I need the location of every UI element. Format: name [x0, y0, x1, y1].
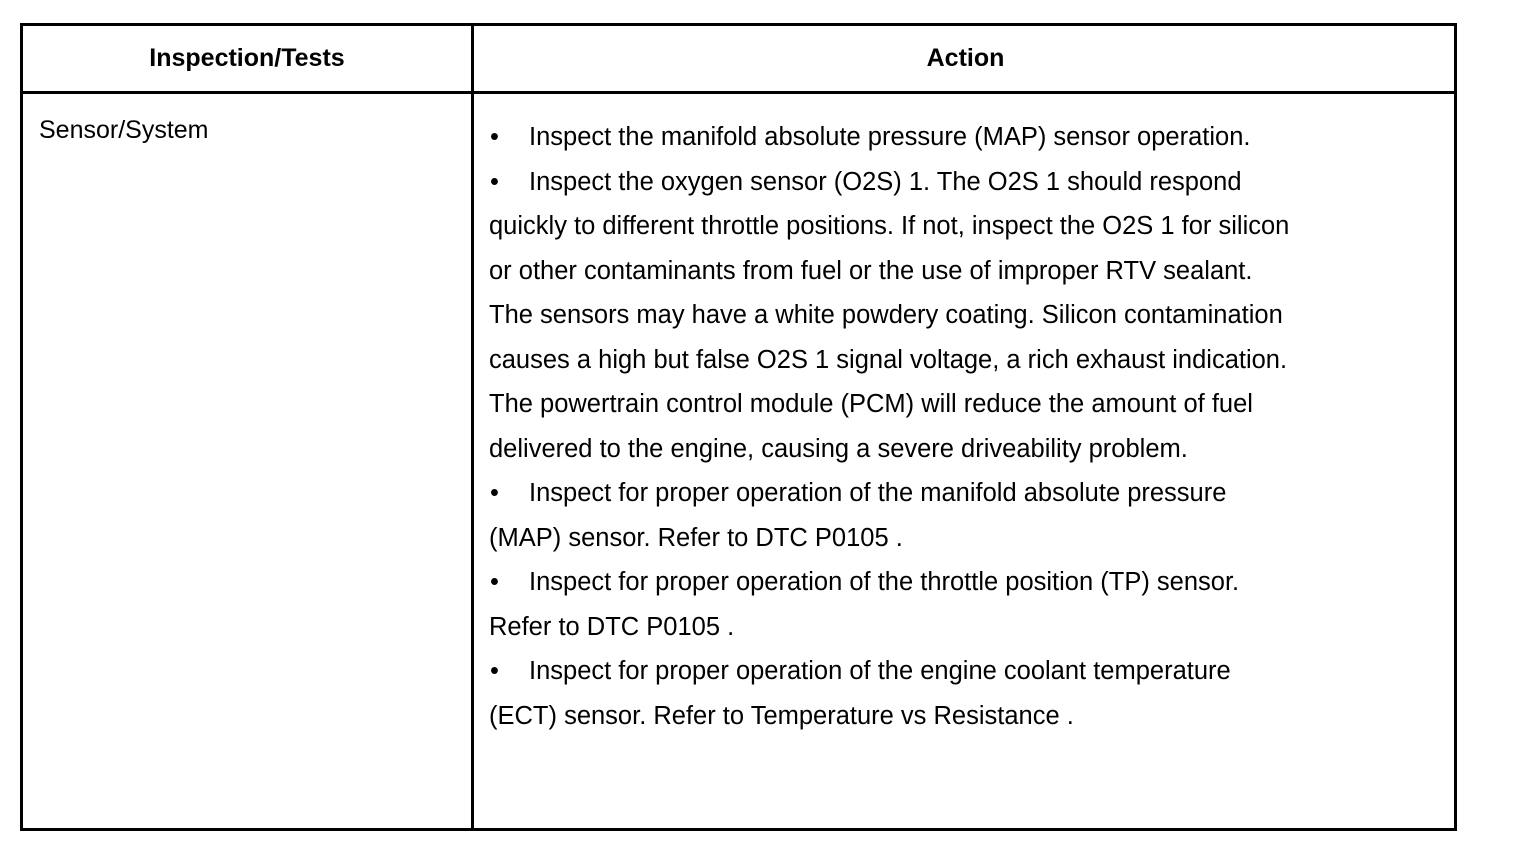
action-line: [489, 427, 1389, 472]
action-line: [489, 293, 1389, 338]
action-line-text: Inspect the oxygen sensor (O2S) 1. The O2S 1 should respond: [529, 167, 1242, 196]
header-divider: [23, 91, 1454, 94]
action-line: [489, 649, 1389, 694]
action-line: [489, 160, 1389, 205]
row-inspection-cell: Sensor/System: [39, 116, 209, 144]
action-line-text: (ECT) sensor. Refer to Temperature vs Resistance .: [489, 701, 1074, 730]
action-line: [489, 471, 1389, 516]
action-line: [489, 694, 1389, 739]
action-line-text: quickly to different throttle positions. If not, inspect the O2S 1 for silicon: [489, 212, 1290, 240]
action-line: [489, 382, 1389, 427]
action-line: [489, 516, 1389, 561]
header-inspection-tests: Inspection/Tests: [149, 44, 345, 72]
bullet-icon: •: [490, 123, 499, 151]
action-line-text: Refer to DTC P0105 .: [489, 612, 735, 641]
bullet-icon: •: [490, 479, 499, 507]
action-line: [489, 249, 1389, 294]
row-action-cell: [489, 115, 1389, 738]
action-line: [489, 605, 1389, 650]
bullet-icon: •: [490, 167, 499, 196]
action-line-text: The sensors may have a white powdery coating. Silicon contamination: [489, 301, 1283, 329]
bullet-icon: •: [490, 657, 499, 685]
action-line: [489, 204, 1389, 249]
action-line-text: Inspect for proper operation of the engine coolant temperature: [529, 657, 1231, 685]
action-line-text: (MAP) sensor. Refer to DTC P0105 .: [489, 523, 903, 552]
action-line: [489, 560, 1389, 605]
action-line-text: or other contaminants from fuel or the use of improper RTV sealant.: [489, 256, 1253, 285]
header-action: Action: [926, 44, 1005, 72]
action-line-text: delivered to the engine, causing a severe driveability problem.: [489, 434, 1188, 463]
action-line: [489, 115, 1389, 160]
action-line-text: Inspect the manifold absolute pressure (MAP) sensor operation.: [529, 123, 1251, 151]
action-line-text: Inspect for proper operation of the manifold absolute pressure: [529, 479, 1227, 507]
column-divider: [471, 26, 474, 828]
action-line-text: The powertrain control module (PCM) will reduce the amount of fuel: [489, 390, 1253, 418]
inspection-table: [20, 23, 1457, 831]
bullet-icon: •: [490, 568, 499, 596]
action-line: [489, 338, 1389, 383]
action-line-text: causes a high but false O2S 1 signal voltage, a rich exhaust indication.: [489, 345, 1288, 374]
action-line-text: Inspect for proper operation of the throttle position (TP) sensor.: [529, 568, 1240, 596]
